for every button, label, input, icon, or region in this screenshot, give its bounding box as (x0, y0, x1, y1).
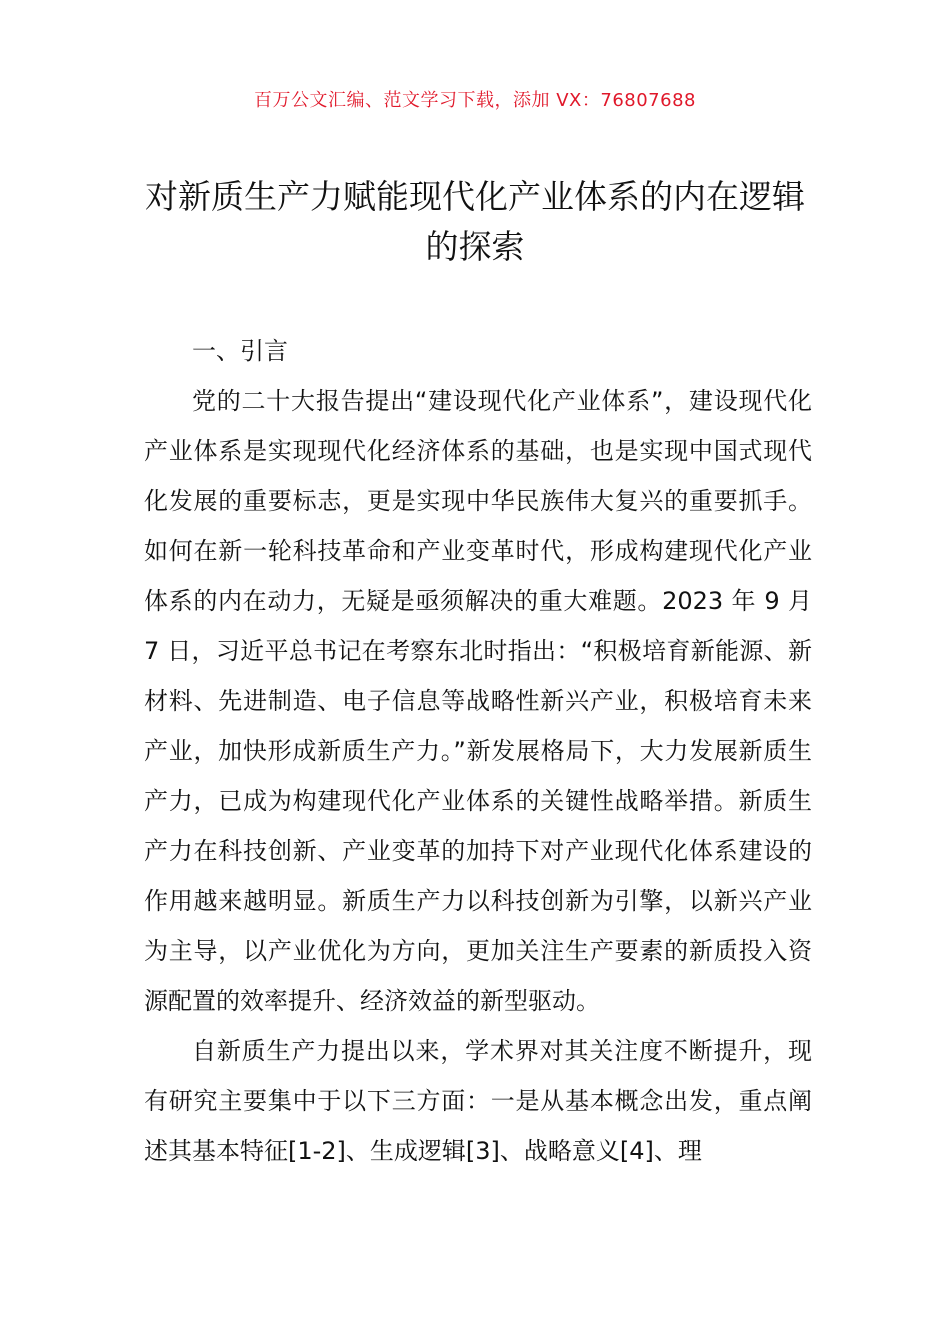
section-heading: 一、引言 (192, 337, 288, 365)
document-title: 对新质生产力赋能现代化产业体系的内在逻辑的探索 (145, 177, 805, 266)
paragraph: 党的二十大报告提出“建设现代化产业体系”，建设现代化产业体系是实现现代化经济体系的基础，也是实现中国式现代化发展的重要标志，更是实现中华民族伟大复兴的重要抓手。如何在新一轮科技革命和产业变革时代，形成构建现代化产业体系的内在动力，无疑是亟须解决的重大难题。2023 年 9 月 7 日，习近平总书记在考察东北时指出：“积极培育新能源、新材料、先进制造、电子信息等战略性新兴产业，积极培育未来产业，加快形成新质生产力。”新发展格局下，大力发展新质生产力，已成为构建现代化产业体系的关键性战略举措。新质生产力在科技创新、产业变革的加持下对产业现代化体系建设的作用越来越明显。新质生产力以科技创新为引擎，以新兴产业为主导，以产业优化为方向，更加关注生产要素的新质投入资源配置的效率提升、经济效益的新型驱动。 (144, 387, 812, 1015)
promo-banner: 百万公文汇编、范文学习下载，添加 VX：76807688 (254, 90, 696, 111)
paragraph: 自新质生产力提出以来，学术界对其关注度不断提升，现有研究主要集中于以下三方面：一是从基本概念出发，重点阐述其基本特征[1-2]、生成逻辑[3]、战略意义[4]、理 (144, 1037, 812, 1165)
document-body (144, 326, 812, 1176)
